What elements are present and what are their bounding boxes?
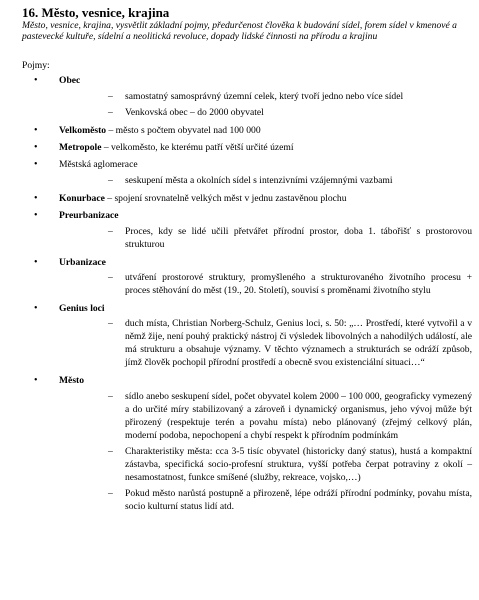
document-title: 16. Město, vesnice, krajina [22, 5, 170, 20]
bullet-icon: • [34, 142, 38, 154]
bullet-icon: • [34, 124, 38, 136]
sub-point-text: Venkovská obec – do 2000 obyvatel [125, 106, 264, 118]
dash-icon: – [108, 106, 113, 118]
term-item [22, 257, 472, 297]
sub-point [59, 317, 472, 369]
bullet-icon: • [34, 210, 38, 222]
document-page [22, 6, 472, 519]
pojmy-label: Pojmy: [22, 59, 50, 71]
term-definition: – město s počtem obyvatel nad 100 000 [106, 124, 261, 136]
bullet-icon: • [34, 192, 38, 204]
terms-list [22, 75, 472, 513]
sub-point [59, 445, 472, 484]
dash-icon: – [108, 390, 113, 402]
sub-point-text: sídlo anebo seskupení sídel, počet obyvatel kolem 2000 – 100 000, geograficky vymezený a do určité míry stabilizovaný a zároveň i dynamický organismus, jeho vývoj může být přirozený (respektuje terén a povahu místa) nebo plánovaný (zřejmý celkový plán, moderní podoba, nepochopení a chybí respekt k přírodním podmínkám [125, 390, 472, 441]
sub-point-text: Charakteristiky města: cca 3-5 tisíc obyvatel (historicky daný status), hustá a kompaktní zástavba, specifická socio-profesní struktura, vyšší potřeba čerpat potraviny z okolí – nesamostatnost, funkce smíšené (služby, rekreace, vojsko,…) [125, 445, 472, 483]
dash-icon: – [108, 445, 113, 457]
bullet-icon: • [34, 75, 38, 87]
sub-point [59, 225, 472, 251]
dash-icon: – [108, 225, 113, 237]
term-name: Městská aglomerace [59, 159, 138, 171]
sub-point-text: utváření prostorové struktury, promyšleného a strukturovaného životního procesu + proces stěhování do měst (19., 20. Století), souvisí s proměnami životního stylu [125, 272, 472, 297]
sub-point-text: Proces, kdy se lidé učili přetvářet přírodní prostor, doba 1. tábořišť s prostorovou strukturou [125, 225, 472, 250]
dash-icon: – [108, 174, 113, 186]
sub-point [59, 390, 472, 442]
sub-point-text: duch místa, Christian Norberg-Schulz, Genius loci, s. 50: „… Prostředí, které vytvořil a v němž žije, není pouhý praktický nástroj či výsledek libovolných a nahodilých událostí, ale má strukturu a obsahuje významy. V těchto významech a strukturách se odráží způsob, jímž člověk pochopil přírodní prostředí a obecně svou existenciální situaci…“ [125, 318, 472, 369]
term-name: Genius loci [59, 303, 105, 315]
sub-point [59, 487, 472, 513]
term-item [22, 75, 472, 118]
sub-point [59, 106, 472, 119]
term-name: Preurbanizace [59, 210, 119, 222]
sub-point-text: seskupení města a okolních sídel s intenzivními vzájemnými vazbami [125, 174, 393, 186]
term-item [22, 159, 472, 186]
document-subtitle: Město, vesnice, krajina, vysvětlit základní pojmy, předurčenost člověka k budování sídel, forem sídel v kmenové a pastevecké kultuře, sídelní a neolitická revoluce, dopady lidské činnosti na přírodu a krajinu [22, 20, 457, 43]
term-item [22, 125, 472, 136]
term-item [22, 193, 472, 204]
term-name: Metropole [59, 142, 102, 154]
term-item [22, 375, 472, 512]
sub-point [59, 271, 472, 297]
sub-point-text: Pokud město narůstá postupně a přirozeně, lépe odráží přírodní podmínky, povahu místa, socio kulturní status lidí atd. [125, 487, 472, 512]
term-definition: – velkoměsto, ke kterému patří větší určité území [101, 142, 294, 154]
dash-icon: – [108, 90, 113, 102]
bullet-icon: • [34, 303, 38, 315]
term-name: Urbanizace [59, 256, 106, 268]
term-name: Konurbace [59, 192, 105, 204]
term-name: Obec [59, 75, 81, 87]
dash-icon: – [108, 272, 113, 284]
term-name: Město [59, 375, 85, 387]
term-name: Velkoměsto [59, 124, 107, 136]
term-item [22, 210, 472, 250]
bullet-icon: • [34, 256, 38, 268]
sub-point [59, 90, 472, 103]
term-item [22, 142, 472, 153]
sub-point [59, 174, 472, 187]
term-definition: – spojení srovnatelně velkých měst v jednu zastavěnou plochu [104, 192, 347, 204]
sub-point-text: samostatný samosprávný územní celek, který tvoří jedno nebo více sídel [125, 90, 404, 102]
term-item [22, 303, 472, 369]
dash-icon: – [108, 487, 113, 499]
bullet-icon: • [34, 375, 38, 387]
dash-icon: – [108, 318, 113, 330]
bullet-icon: • [34, 159, 38, 171]
